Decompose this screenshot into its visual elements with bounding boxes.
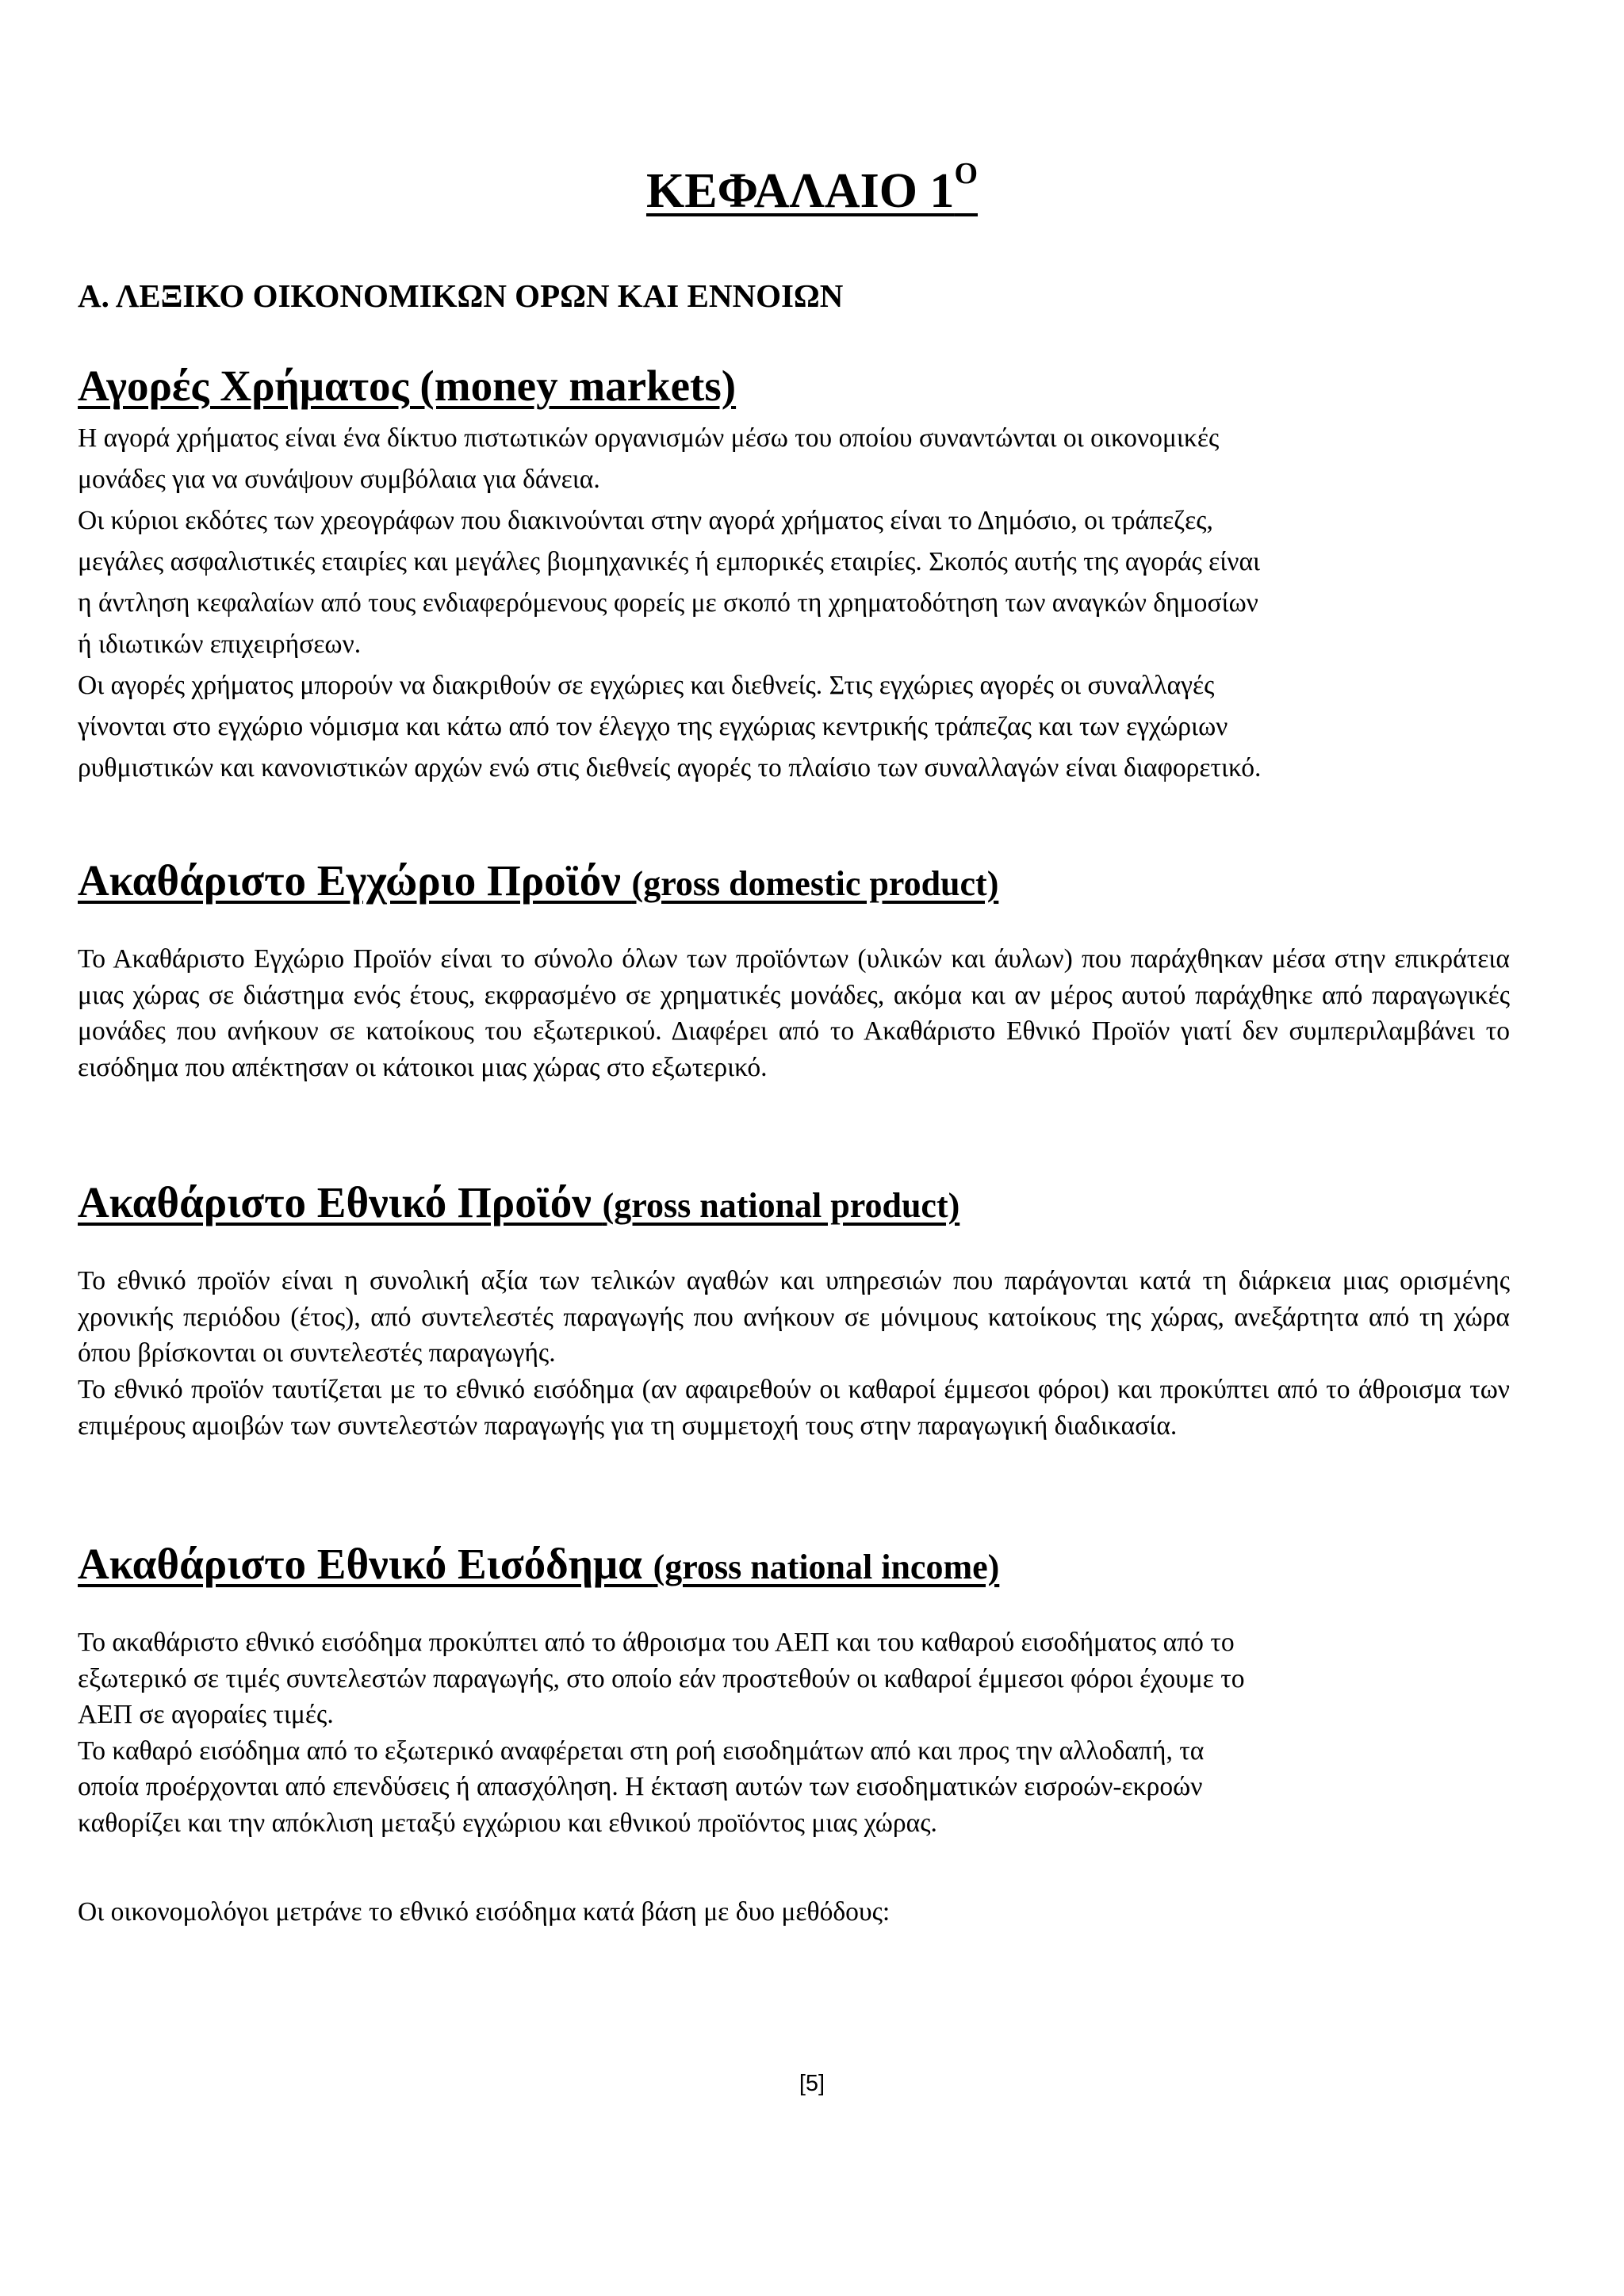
heading-gdp-greek: Ακαθάριστο Εγχώριο Προϊόν	[78, 856, 632, 905]
heading-gnp	[78, 1175, 959, 1234]
heading-gni-latin: (gross national income)	[653, 1548, 1000, 1586]
text-line: ΑΕΠ σε αγοραίες τιμές.	[78, 1700, 334, 1729]
text-line: Οι κύριοι εκδότες των χρεογράφων που διακινούνται στην αγορά χρήματος είναι το Δημόσιο, οι τράπεζες,	[78, 506, 1213, 535]
heading-gni	[78, 1536, 999, 1595]
text-line: οποία προέρχονται από επενδύσεις ή απασχόληση. Η έκταση αυτών των εισοδηματικών εισροών-εκροών	[78, 1772, 1203, 1801]
heading-money-markets	[78, 358, 736, 414]
text-line: Το καθαρό εισόδημα από το εξωτερικό αναφέρεται στη ροή εισοδημάτων από και προς την αλλοδαπή, τα	[78, 1735, 1205, 1766]
paragraph-gnp-2: Το εθνικό προϊόν ταυτίζεται με το εθνικό εισόδημα (αν αφαιρεθούν οι καθαροί έμμεσοι φόροι) και προκύπτει από το άθροισμα των επιμέρους αμοιβών των συντελεστών παραγωγής για τη συμμετοχή τους στην παραγωγική διαδικασία.	[78, 1375, 1510, 1441]
heading-gdp-latin: (gross domestic product)	[631, 864, 999, 903]
chapter-title-main: ΚΕΦΑΛΑΙΟ 1	[645, 164, 955, 218]
heading-gnp-greek: Ακαθάριστο Εθνικό Προϊόν	[78, 1178, 603, 1226]
chapter-title-superscript: Ο	[954, 157, 978, 190]
page-number: [5]	[799, 2071, 825, 2096]
text-line: Οι αγορές χρήματος μπορούν να διακριθούν σε εγχώριες και διεθνείς. Στις εγχώριες αγορές οι συναλλαγές	[78, 671, 1215, 700]
text-line: Η αγορά χρήματος είναι ένα δίκτυο πιστωτικών οργανισμών μέσω του οποίου συναντώνται οι οικονομικές	[78, 423, 1220, 453]
text-line: μεγάλες ασφαλιστικές εταιρίες και μεγάλες βιομηχανικές ή εμπορικές εταιρίες. Σκοπός αυτής της αγοράς είναι	[78, 547, 1261, 576]
paragraph-gdp: Το Ακαθάριστο Εγχώριο Προϊόν είναι το σύνολο όλων των προϊόντων (υλικών και άυλων) που παράχθηκαν μέσα στην επικράτεια μιας χώρας σε διάστημα ενός έτους, εκφρασμένο σε χρηματικές μονάδες, ακόμα και αν μέρος αυτού παράχθηκε από παραγωγικές μονάδες που ανήκουν σε κατοίκους του εξωτερικού. Διαφέρει από το Ακαθάριστο Εθνικό Προϊόν γιατί δεν συμπεριλαμβάνει το εισόδημα που απέκτησαν οι κάτοικοι μιας χώρας στο εξωτερικό.	[78, 944, 1510, 1082]
text-line: ρυθμιστικών και κανονιστικών αρχών ενώ στις διεθνείς αγορές το πλαίσιο των συναλλαγών είναι διαφορετικό.	[78, 753, 1262, 783]
chapter-title	[0, 155, 1624, 227]
section-subtitle: Α. ΛΕΞΙΚΟ ΟΙΚΟΝΟΜΙΚΩΝ ΟΡΩΝ ΚΑΙ ΕΝΝΟΙΩΝ	[78, 277, 844, 314]
text-line: γίνονται στο εγχώριο νόμισμα και κάτω από τον έλεγχο της εγχώριας κεντρικής τράπεζας και των εγχώριων	[78, 712, 1228, 741]
paragraph-gni-1	[78, 1624, 1510, 1841]
heading-gnp-latin: (gross national product)	[602, 1186, 960, 1225]
heading-gni-greek: Ακαθάριστο Εθνικό Εισόδημα	[78, 1540, 653, 1588]
paragraph-money-markets-1	[78, 418, 1510, 789]
text-line: καθορίζει και την απόκλιση μεταξύ εγχώριου και εθνικού προϊόντος μιας χώρας.	[78, 1808, 937, 1838]
paragraph-gni-methods: Οι οικονομολόγοι μετράνε το εθνικό εισόδημα κατά βάση με δυο μεθόδους:	[78, 1897, 891, 1927]
text-line: εξωτερικό σε τιμές συντελεστών παραγωγής, στο οποίο εάν προστεθούν οι καθαροί έμμεσοι φόροι έχουμε το	[78, 1663, 1245, 1693]
paragraph-gnp-1: Το εθνικό προϊόν είναι η συνολική αξία των τελικών αγαθών και υπηρεσιών που παράγονται κατά τη διάρκεια μιας ορισμένης χρονικής περιόδου (έτος), από συντελεστές παραγωγής που ανήκουν σε μόνιμους κατοίκους της χώρας, ανεξάρτητα από τη χώρα όπου βρίσκονται οι συντελεστές παραγωγής.	[78, 1266, 1510, 1368]
chapter-title-text	[645, 157, 978, 218]
heading-money-markets-text: Αγορές Χρήματος (money markets)	[78, 362, 737, 410]
heading-gdp	[78, 853, 998, 912]
text-line: η άντληση κεφαλαίων από τους ενδιαφερόμενους φορείς με σκοπό τη χρηματοδότηση των αναγκών δημοσίων	[78, 588, 1258, 618]
text-line: ή ιδιωτικών επιχειρήσεων.	[78, 629, 362, 659]
text-line: μονάδες για να συνάψουν συμβόλαια για δάνεια.	[78, 465, 600, 494]
text-line: Το ακαθάριστο εθνικό εισόδημα προκύπτει από το άθροισμα του ΑΕΠ και του καθαρού εισοδήματος από το	[78, 1628, 1235, 1657]
